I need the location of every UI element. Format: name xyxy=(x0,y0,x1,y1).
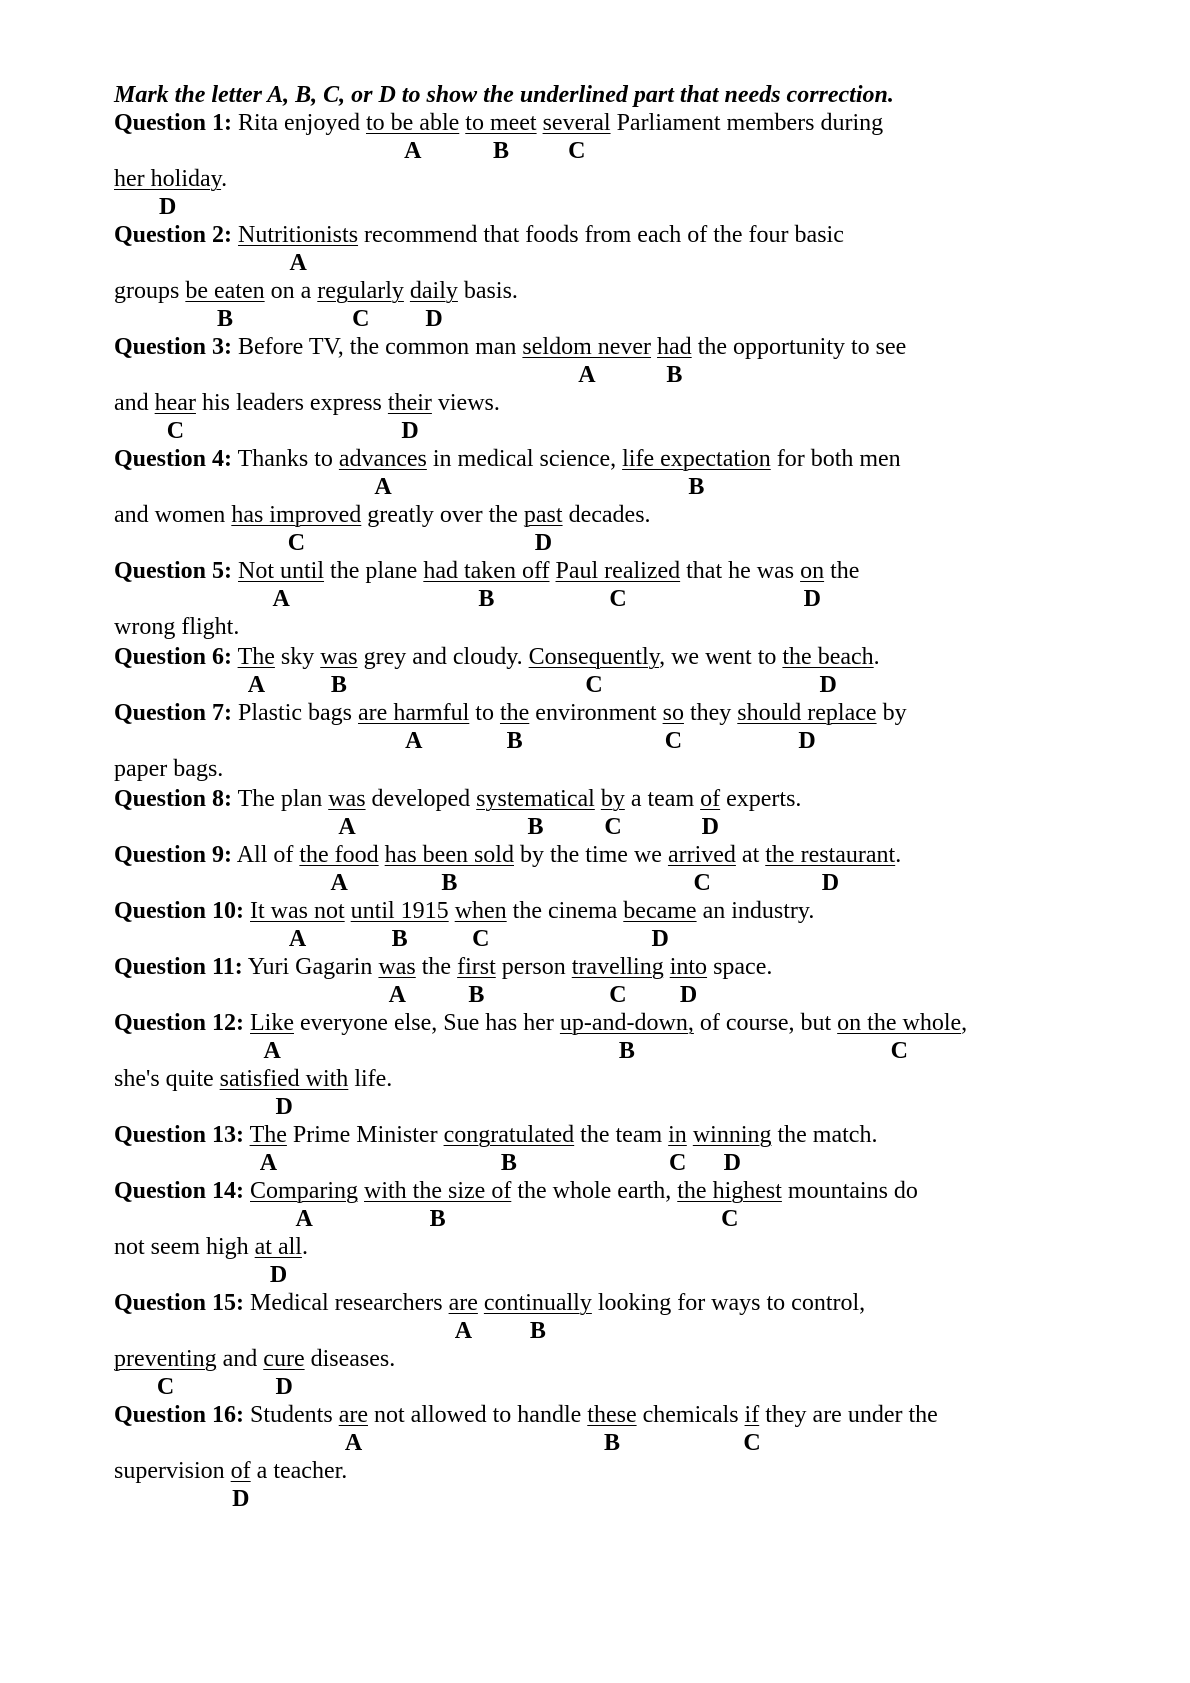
question-text: they are under the xyxy=(759,1402,938,1428)
question-text: she's quite xyxy=(114,1066,220,1092)
option-letter: A xyxy=(404,138,422,164)
question-text: for both men xyxy=(770,446,901,472)
underlined-option: The xyxy=(237,644,275,670)
question-text: diseases. xyxy=(304,1346,396,1372)
option-letter: D xyxy=(651,926,669,952)
underlined-option: be eaten xyxy=(185,278,265,304)
underlined-option: first xyxy=(457,954,496,980)
underlined-option: of xyxy=(230,1458,251,1484)
question-line xyxy=(114,164,227,194)
question-text: and xyxy=(114,390,155,416)
underlined-option: continually xyxy=(483,1290,592,1316)
question-text: the team xyxy=(574,1122,669,1148)
option-letter: A xyxy=(405,728,423,754)
question-label: Question 10: xyxy=(114,898,245,924)
question-line xyxy=(114,388,500,418)
underlined-option: was xyxy=(328,786,366,812)
underlined-option: has been sold xyxy=(384,842,514,868)
option-letter: D xyxy=(821,870,840,896)
question-text: a teacher. xyxy=(250,1458,348,1484)
option-letter: C xyxy=(664,728,683,754)
underlined-option: with the size of xyxy=(364,1178,512,1204)
question-text: paper bags. xyxy=(114,756,224,782)
question-text: developed xyxy=(365,786,477,812)
underlined-option: was xyxy=(378,954,416,980)
question-text: life. xyxy=(348,1066,393,1092)
underlined-option: Paul realized xyxy=(555,558,681,584)
question-label: Question 1: xyxy=(114,110,233,136)
option-letter: A xyxy=(247,672,266,698)
option-letter: D xyxy=(159,194,177,220)
question-text: not seem high xyxy=(114,1234,255,1260)
question-text: space. xyxy=(707,954,773,980)
option-letter: B xyxy=(506,728,523,754)
question-text: by the time we xyxy=(513,842,668,868)
underlined-option: the restaurant xyxy=(765,842,896,868)
option-letter: B xyxy=(500,1150,517,1176)
question-label: Question 15: xyxy=(114,1290,245,1316)
underlined-option: seldom never xyxy=(522,334,652,360)
option-letter: A xyxy=(330,870,348,896)
option-letter: B xyxy=(529,1318,546,1344)
option-letter: A xyxy=(263,1038,281,1064)
question-text: Prime Minister xyxy=(286,1122,444,1148)
underlined-option: at all xyxy=(254,1234,302,1260)
question-text: his leaders express xyxy=(195,390,388,416)
question-text: everyone else, Sue has her xyxy=(294,1010,560,1036)
question-line xyxy=(114,500,651,530)
option-letter: C xyxy=(472,926,490,952)
question-label: Question 9: xyxy=(114,842,233,868)
underlined-option: the highest xyxy=(677,1178,782,1204)
underlined-option: has improved xyxy=(231,502,362,528)
underlined-option: Nutritionists xyxy=(238,222,359,248)
question-text: of course, but xyxy=(693,1010,838,1036)
option-letter: A xyxy=(272,586,290,612)
question-line xyxy=(114,754,223,784)
question-text: , we went to xyxy=(659,644,783,670)
option-letter: B xyxy=(478,586,495,612)
option-letter: B xyxy=(603,1430,620,1456)
underlined-option: into xyxy=(669,954,708,980)
underlined-option: these xyxy=(587,1402,637,1428)
option-letter: C xyxy=(352,306,370,332)
underlined-option: up-and-down, xyxy=(559,1010,694,1036)
question-line xyxy=(114,220,844,250)
underlined-option: their xyxy=(387,390,432,416)
question-text: . xyxy=(873,644,880,670)
underlined-option: so xyxy=(662,700,684,726)
option-letter: C xyxy=(609,982,627,1008)
underlined-option: to meet xyxy=(465,110,537,136)
question-text: environment xyxy=(529,700,663,726)
underlined-option: are harmful xyxy=(358,700,470,726)
question-line xyxy=(114,612,239,642)
underlined-option: should replace xyxy=(737,700,877,726)
underlined-option: became xyxy=(623,898,697,924)
underlined-option: to be able xyxy=(365,110,460,136)
option-letter: C xyxy=(585,672,603,698)
question-text: All of xyxy=(232,842,300,868)
question-line xyxy=(114,952,772,982)
question-label: Question 8: xyxy=(114,786,233,812)
option-letter: A xyxy=(338,814,356,840)
underlined-option: the xyxy=(499,700,530,726)
option-letter: D xyxy=(269,1262,288,1288)
option-letter: A xyxy=(374,474,392,500)
underlined-option: of xyxy=(700,786,721,812)
question-text: the xyxy=(415,954,458,980)
question-label: Question 5: xyxy=(114,558,233,584)
underlined-option: the food xyxy=(299,842,379,868)
underlined-option: several xyxy=(542,110,611,136)
underlined-option: Like xyxy=(250,1010,294,1036)
question-line xyxy=(114,896,814,926)
option-letter: A xyxy=(295,1206,313,1232)
underlined-option: daily xyxy=(409,278,458,304)
underlined-option: The xyxy=(249,1122,287,1148)
underlined-option: It was not xyxy=(250,898,345,924)
option-letter: C xyxy=(693,870,711,896)
question-line xyxy=(114,108,883,138)
option-letter: C xyxy=(166,418,185,444)
question-text: and women xyxy=(114,502,232,528)
question-text: the match. xyxy=(771,1122,878,1148)
question-label: Question 2: xyxy=(114,222,233,248)
question-text: not allowed to handle xyxy=(368,1402,588,1428)
instruction: Mark the letter A, B, C, or D to show the underlined part that needs correction. xyxy=(114,82,894,108)
question-label: Question 6: xyxy=(114,644,233,670)
question-text: decades. xyxy=(562,502,651,528)
option-letter: C xyxy=(156,1374,175,1400)
underlined-option: the beach xyxy=(782,644,874,670)
question-line xyxy=(114,1344,395,1374)
question-text: looking for ways to control, xyxy=(591,1290,866,1316)
underlined-option: are xyxy=(448,1290,478,1316)
question-text: wrong flight. xyxy=(114,614,240,640)
underlined-option: until 1915 xyxy=(350,898,449,924)
option-letter: C xyxy=(721,1206,739,1232)
option-letter: C xyxy=(568,138,586,164)
option-letter: B xyxy=(429,1206,446,1232)
question-line xyxy=(114,1400,938,1430)
option-letter: A xyxy=(288,926,307,952)
option-letter: D xyxy=(803,586,821,612)
option-letter: A xyxy=(578,362,596,388)
option-letter: A xyxy=(388,982,406,1008)
question-label: Question 14: xyxy=(114,1178,245,1204)
question-line xyxy=(114,1176,918,1206)
underlined-option: Not until xyxy=(238,558,325,584)
question-text: supervision xyxy=(114,1458,231,1484)
question-label: Question 13: xyxy=(114,1122,245,1148)
question-text: chemicals xyxy=(636,1402,745,1428)
question-line xyxy=(114,642,880,672)
question-label: Question 7: xyxy=(114,700,233,726)
question-text: basis. xyxy=(457,278,518,304)
option-letter: B xyxy=(666,362,683,388)
question-text: the whole earth, xyxy=(511,1178,678,1204)
question-line xyxy=(114,332,906,362)
underlined-option: hear xyxy=(154,390,196,416)
option-letter: D xyxy=(275,1374,293,1400)
option-letter: D xyxy=(275,1094,293,1120)
question-text: , xyxy=(961,1010,968,1036)
underlined-option: Comparing xyxy=(250,1178,359,1204)
question-text: by xyxy=(876,700,907,726)
option-letter: D xyxy=(425,306,443,332)
question-line xyxy=(114,840,901,870)
underlined-option: on the whole xyxy=(837,1010,962,1036)
question-text: person xyxy=(495,954,572,980)
option-letter: B xyxy=(527,814,544,840)
underlined-option: when xyxy=(454,898,507,924)
option-letter: C xyxy=(890,1038,908,1064)
option-letter: D xyxy=(401,418,419,444)
underlined-option: on xyxy=(800,558,825,584)
question-text: The plan xyxy=(232,786,329,812)
underlined-option: congratulated xyxy=(443,1122,575,1148)
question-text: Rita enjoyed xyxy=(232,110,366,136)
question-text: the xyxy=(824,558,860,584)
underlined-option: cure xyxy=(263,1346,305,1372)
question-text: the opportunity to see xyxy=(691,334,907,360)
underlined-option: past xyxy=(523,502,563,528)
question-label: Question 12: xyxy=(114,1010,245,1036)
option-letter: D xyxy=(701,814,719,840)
question-text: and xyxy=(216,1346,264,1372)
underlined-option: winning xyxy=(692,1122,772,1148)
question-text: Parliament members during xyxy=(610,110,884,136)
underlined-option: had xyxy=(657,334,692,360)
question-text: an industry. xyxy=(696,898,815,924)
option-letter: A xyxy=(259,1150,278,1176)
option-letter: C xyxy=(609,586,627,612)
option-letter: D xyxy=(534,530,553,556)
question-text: Plastic bags xyxy=(232,700,359,726)
question-text: grey and cloudy. xyxy=(357,644,529,670)
underlined-option: arrived xyxy=(667,842,736,868)
question-label: Question 4: xyxy=(114,446,233,472)
question-text: they xyxy=(683,700,738,726)
question-line xyxy=(114,1120,877,1150)
underlined-option: if xyxy=(744,1402,760,1428)
question-text: views. xyxy=(431,390,500,416)
question-text: mountains do xyxy=(781,1178,918,1204)
question-line xyxy=(114,1456,347,1486)
question-text: at xyxy=(735,842,766,868)
question-line xyxy=(114,556,859,586)
question-text: . xyxy=(221,166,228,192)
underlined-option: regularly xyxy=(317,278,404,304)
underlined-option: satisfied with xyxy=(219,1066,349,1092)
underlined-option: travelling xyxy=(571,954,664,980)
question-text: . xyxy=(301,1234,308,1260)
question-text: the plane xyxy=(324,558,424,584)
question-text: on a xyxy=(264,278,318,304)
option-letter: B xyxy=(216,306,233,332)
question-line xyxy=(114,698,907,728)
option-letter: B xyxy=(468,982,485,1008)
question-line xyxy=(114,1008,967,1038)
option-letter: D xyxy=(798,728,816,754)
question-text: sky xyxy=(274,644,321,670)
underlined-option: advances xyxy=(338,446,427,472)
question-line xyxy=(114,1064,392,1094)
option-letter: B xyxy=(492,138,509,164)
underlined-option: preventing xyxy=(114,1346,217,1372)
option-letter: B xyxy=(618,1038,635,1064)
option-letter: A xyxy=(289,250,307,276)
underlined-option: in xyxy=(668,1122,687,1148)
question-text: in medical science, xyxy=(426,446,623,472)
question-label: Question 3: xyxy=(114,334,233,360)
option-letter: B xyxy=(330,672,347,698)
question-line xyxy=(114,1232,308,1262)
option-letter: A xyxy=(454,1318,473,1344)
underlined-option: systematical xyxy=(476,786,595,812)
option-letter: C xyxy=(743,1430,761,1456)
question-text: a team xyxy=(624,786,701,812)
question-text: groups xyxy=(114,278,186,304)
option-letter: C xyxy=(668,1150,687,1176)
option-letter: B xyxy=(391,926,408,952)
question-text: to xyxy=(469,700,500,726)
underlined-option: are xyxy=(338,1402,368,1428)
question-text: recommend that foods from each of the four basic xyxy=(358,222,844,248)
option-letter: D xyxy=(679,982,698,1008)
question-text: . xyxy=(895,842,902,868)
option-letter: D xyxy=(819,672,837,698)
question-text: that he was xyxy=(680,558,801,584)
question-text: Students xyxy=(244,1402,339,1428)
question-text: Before TV, the common man xyxy=(232,334,523,360)
question-text: greatly over the xyxy=(361,502,524,528)
option-letter: C xyxy=(287,530,306,556)
question-text: Thanks to xyxy=(232,446,339,472)
underlined-option: had taken off xyxy=(423,558,550,584)
underlined-option: by xyxy=(600,786,625,812)
question-text: experts. xyxy=(720,786,802,812)
option-letter: D xyxy=(723,1150,741,1176)
option-letter: A xyxy=(344,1430,363,1456)
question-text: Yuri Gagarin xyxy=(242,954,379,980)
question-line xyxy=(114,784,801,814)
option-letter: B xyxy=(441,870,458,896)
question-text: Medical researchers xyxy=(244,1290,449,1316)
underlined-option: Consequently xyxy=(528,644,660,670)
underlined-option: was xyxy=(320,644,358,670)
underlined-option: her holiday xyxy=(114,166,222,192)
option-letter: D xyxy=(232,1486,250,1512)
option-letter: B xyxy=(688,474,705,500)
underlined-option: life expectation xyxy=(622,446,771,472)
question-line xyxy=(114,276,518,306)
question-line xyxy=(114,444,901,474)
option-letter: C xyxy=(604,814,622,840)
question-text: the cinema xyxy=(506,898,624,924)
question-label: Question 11: xyxy=(114,954,243,980)
question-label: Question 16: xyxy=(114,1402,245,1428)
question-line xyxy=(114,1288,865,1318)
